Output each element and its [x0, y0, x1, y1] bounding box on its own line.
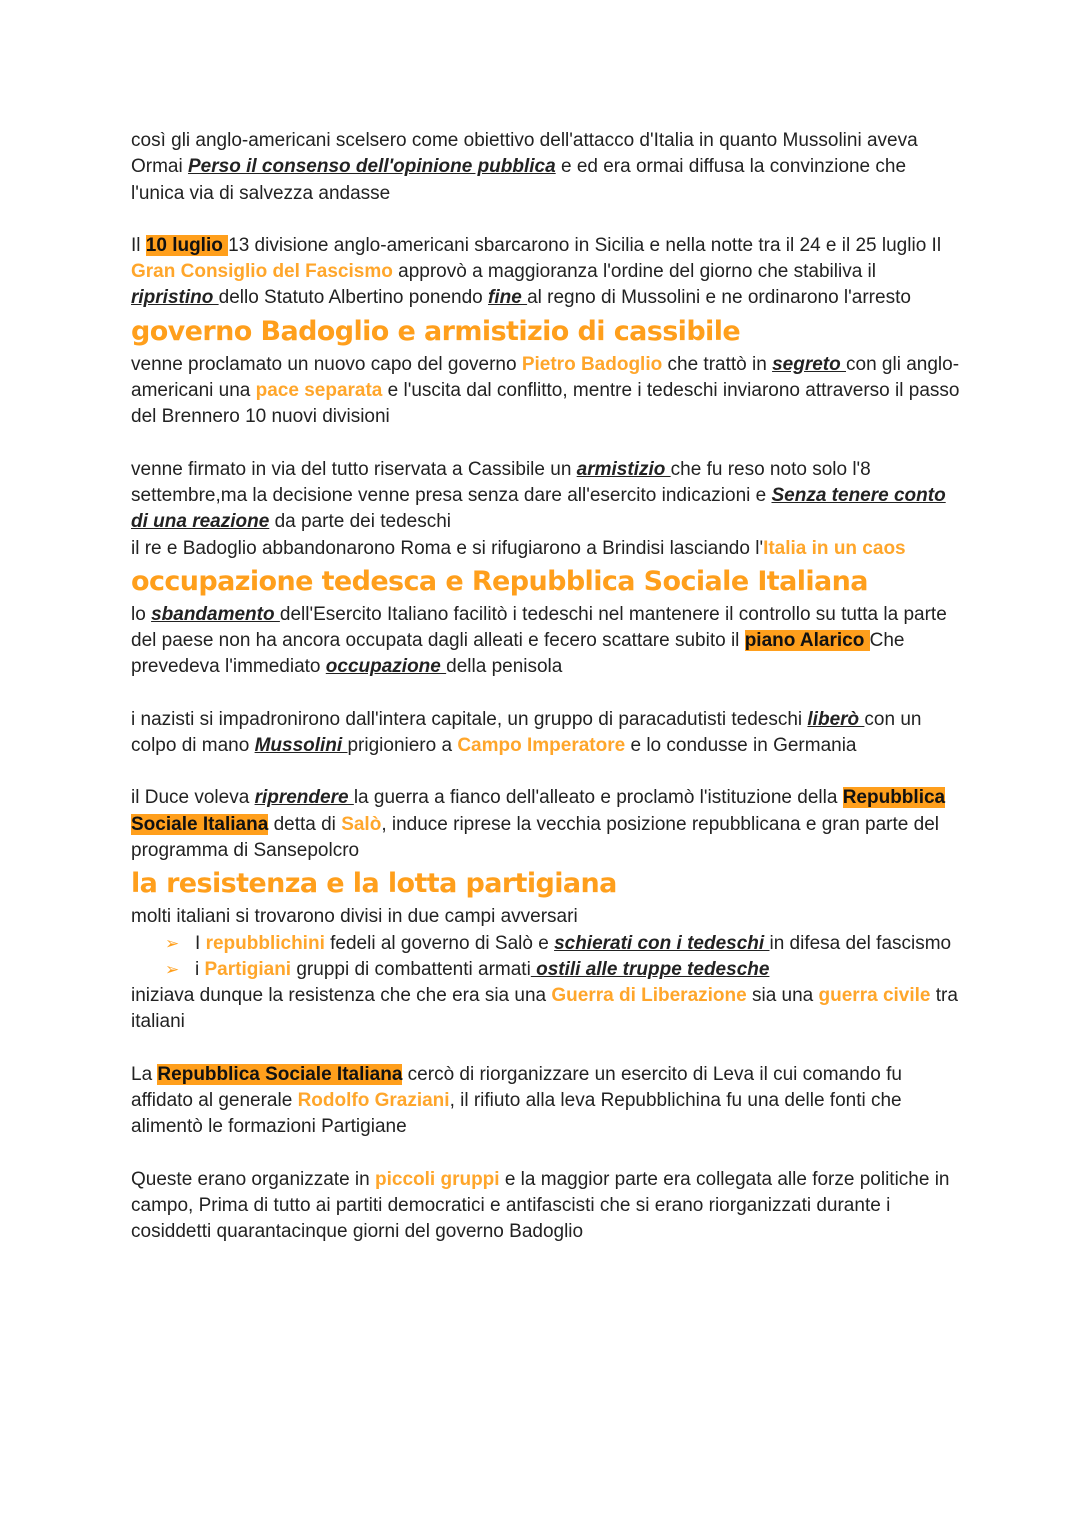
text-run: che trattò in [662, 353, 773, 375]
text-run: venne proclamato un nuovo capo del governo [131, 353, 522, 375]
section-heading: occupazione tedesca e Repubblica Sociale Italiana [131, 565, 868, 597]
emphasized-term: riprendere [254, 787, 354, 809]
paragraph [131, 352, 961, 431]
text-run: e l'uscita dal conflitto, mentre i tedeschi inviarono attraverso il passo del Brennero 10 nuovi divisioni [131, 380, 960, 428]
text-run: lo [131, 603, 152, 625]
paragraph-spacer [131, 431, 961, 457]
text-run: 13 divisione anglo-americani sbarcarono in Sicilia e nella notte tra il 24 e il 25 luglio Il [228, 234, 942, 256]
paragraph-spacer [131, 207, 961, 233]
paragraph-spacer [131, 1036, 961, 1062]
text-run: dell'Esercito Italiano facilitò i tedeschi nel mantenere il controllo su tutta la parte del paese non ha ancora occupata dagli alleati e fecero scattare subito il [131, 603, 947, 652]
text-run: prigioniero a [347, 735, 458, 757]
orange-term: Gran Consiglio del Fascismo [131, 261, 393, 283]
section-heading: la resistenza e la lotta partigiana [131, 868, 617, 900]
paragraph-spacer [131, 1141, 961, 1167]
orange-term: Guerra di Liberazione [551, 985, 747, 1007]
paragraph [131, 904, 961, 930]
arrow-bullet-icon: ➢ [165, 933, 180, 953]
text-run: fedeli al governo di Salò e [324, 932, 555, 954]
text-run: dello Statuto Albertino ponendo [218, 287, 489, 309]
highlighted-term: 10 luglio [145, 234, 229, 256]
text-run: in difesa del fascismo [769, 932, 952, 954]
paragraph [131, 1062, 961, 1141]
arrow-bullet-icon: ➢ [165, 959, 180, 979]
text-run: detta di [268, 813, 342, 835]
text-run: , induce riprese la vecchia posizione repubblicana e gran parte del programma di Sansepolcro [131, 813, 939, 861]
emphasized-term: ostili alle truppe tedesche [530, 958, 770, 980]
text-run: con gli anglo-americani una [131, 353, 960, 402]
notes-content [131, 128, 961, 1246]
text-run: la guerra a fianco dell'alleato e proclamò l'istituzione della [353, 787, 843, 809]
paragraph-spacer [131, 759, 961, 785]
text-run: La [131, 1063, 158, 1085]
paragraph [131, 983, 961, 1036]
text-run: Queste erano organizzate in [131, 1168, 375, 1190]
paragraph [131, 233, 961, 312]
text-run: così gli anglo-americani scelsero come obiettivo dell'attacco d'Italia in quanto Mussolini aveva Ormai [131, 130, 918, 178]
emphasized-term: ripristino [131, 287, 219, 309]
emphasized-term: schierati con i tedeschi [554, 932, 770, 954]
text-run: Il [131, 234, 146, 256]
text-run: i [195, 958, 205, 980]
text-run: i nazisti si impadronirono dall'intera capitale, un gruppo di paracadutisti tedeschi [131, 708, 808, 730]
paragraph [131, 457, 961, 562]
text-run: tra italiani [131, 985, 958, 1033]
bullet-item [165, 931, 961, 957]
paragraph [131, 785, 961, 864]
text-run: da parte dei tedeschi [269, 511, 451, 533]
text-run: molti italiani si trovarono divisi in due campi avversari [131, 906, 578, 928]
highlighted-term: piano Alarico [744, 630, 870, 652]
text-run: al regno di Mussolini e ne ordinarono l'arresto [527, 287, 911, 309]
text-run: venne firmato in via del tutto riservata a Cassibile un [131, 458, 577, 480]
text-run: e lo condusse in Germania [625, 735, 857, 757]
paragraph [131, 128, 961, 207]
emphasized-term: segreto [772, 353, 846, 375]
emphasized-term: Mussolini [254, 735, 348, 757]
text-run: con un colpo di mano [131, 708, 922, 757]
orange-term: piccoli gruppi [375, 1168, 500, 1190]
orange-term: repubblichini [205, 932, 325, 954]
paragraph [131, 602, 961, 681]
text-run: approvò a maggioranza l'ordine del giorno che stabiliva il [392, 261, 876, 283]
orange-term: Salò [341, 813, 382, 835]
paragraph [131, 707, 961, 760]
emphasized-term: armistizio [576, 458, 671, 480]
bullet-list [131, 931, 961, 984]
emphasized-term: Senza tenere conto di una reazione [131, 484, 946, 533]
text-run: il Duce voleva [131, 787, 255, 809]
emphasized-term: liberò [807, 708, 865, 730]
emphasized-term: fine [488, 287, 528, 309]
emphasized-term: Perso il consenso dell'opinione pubblica [188, 156, 556, 178]
text-run: I [195, 932, 206, 954]
text-run: iniziava dunque la resistenza che che era sia una [131, 985, 552, 1007]
text-run: cercò di riorganizzare un esercito di Leva il cui comando fu affidato al generale [131, 1063, 902, 1112]
text-run: , il rifiuto alla leva Repubblichina fu una delle fonti che alimentò le formazioni Partigiane [131, 1090, 902, 1138]
highlighted-term: Repubblica Sociale Italiana [157, 1063, 403, 1085]
emphasized-term: occupazione [325, 656, 447, 678]
emphasized-term: sbandamento [151, 603, 280, 625]
orange-term: Campo Imperatore [457, 735, 626, 757]
section-heading: governo Badoglio e armistizio di cassibile [131, 315, 741, 347]
orange-term: Partigiani [204, 958, 292, 980]
text-run: gruppi di combattenti armati [291, 958, 531, 980]
paragraph [131, 1167, 961, 1246]
bullet-item [165, 957, 961, 983]
text-run: Che prevedeva l'immediato [131, 630, 905, 678]
orange-term: guerra civile [818, 985, 931, 1007]
highlighted-term: Repubblica Sociale Italiana [131, 787, 946, 835]
text-run: della penisola [446, 656, 563, 678]
text-run: il re e Badoglio abbandonarono Roma e si rifugiarono a Brindisi lasciando l' [131, 537, 764, 559]
text-run: che fu reso noto solo l'8 settembre,ma la decisione venne presa senza dare all'esercito indicazioni e [131, 458, 871, 506]
paragraph-spacer [131, 681, 961, 707]
text-run: sia una [746, 985, 819, 1007]
orange-term: Italia in un caos [763, 537, 906, 559]
orange-term: Rodolfo Graziani [297, 1090, 450, 1112]
text-run: e ed era ormai diffusa la convinzione che l'unica via di salvezza andasse [131, 156, 907, 204]
orange-term: pace separata [255, 380, 383, 402]
orange-term: Pietro Badoglio [521, 353, 663, 375]
text-run: e la maggior parte era collegata alle forze politiche in campo, Prima di tutto ai partiti democratici e antifascisti che si erano riorganizzati durante i cosiddetti quarantacinque giorni del governo Badoglio [131, 1168, 950, 1243]
